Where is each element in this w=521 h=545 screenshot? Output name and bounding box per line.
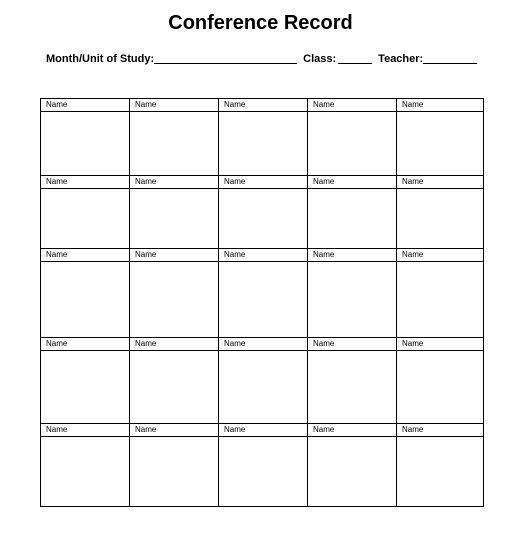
- name-label: Name: [130, 424, 218, 437]
- record-cell: [41, 176, 130, 248]
- notes-area[interactable]: [130, 262, 218, 337]
- name-label: Name: [41, 99, 129, 112]
- name-label: Name: [308, 176, 396, 189]
- notes-area[interactable]: [397, 351, 483, 423]
- record-cell: [219, 99, 308, 175]
- notes-area[interactable]: [397, 112, 483, 175]
- record-row: [41, 175, 483, 248]
- notes-area[interactable]: [41, 351, 129, 423]
- class-label: Class:: [303, 53, 337, 65]
- page-title: Conference Record: [168, 12, 353, 34]
- notes-area[interactable]: [130, 189, 218, 248]
- record-cell: [130, 424, 219, 506]
- record-cell: [308, 99, 397, 175]
- notes-area[interactable]: [219, 262, 307, 337]
- notes-area[interactable]: [308, 437, 396, 506]
- name-label: Name: [41, 424, 129, 437]
- notes-area[interactable]: [130, 112, 218, 175]
- record-row: [41, 99, 483, 175]
- record-cell: [130, 99, 219, 175]
- notes-area[interactable]: [397, 189, 483, 248]
- record-cell: [41, 99, 130, 175]
- name-label: Name: [308, 424, 396, 437]
- name-label: Name: [397, 176, 483, 189]
- name-label: Name: [219, 338, 307, 351]
- name-label: Name: [397, 99, 483, 112]
- record-cell: [397, 99, 483, 175]
- notes-area[interactable]: [41, 112, 129, 175]
- record-cell: [219, 424, 308, 506]
- notes-area[interactable]: [219, 437, 307, 506]
- notes-area[interactable]: [308, 189, 396, 248]
- record-cell: [397, 176, 483, 248]
- record-cell: [308, 424, 397, 506]
- record-cell: [308, 176, 397, 248]
- name-label: Name: [130, 176, 218, 189]
- name-label: Name: [41, 176, 129, 189]
- notes-area[interactable]: [219, 112, 307, 175]
- name-label: Name: [397, 424, 483, 437]
- name-label: Name: [397, 249, 483, 262]
- notes-area[interactable]: [308, 351, 396, 423]
- name-label: Name: [130, 99, 218, 112]
- teacher-label: Teacher:: [378, 53, 424, 65]
- conference-grid: [40, 98, 484, 507]
- record-row: [41, 337, 483, 423]
- record-row: [41, 423, 483, 506]
- name-label: Name: [219, 176, 307, 189]
- notes-area[interactable]: [397, 437, 483, 506]
- notes-area[interactable]: [397, 262, 483, 337]
- record-cell: [219, 338, 308, 423]
- record-cell: [130, 176, 219, 248]
- month-unit-blank[interactable]: [154, 51, 297, 64]
- name-label: Name: [219, 424, 307, 437]
- notes-area[interactable]: [308, 112, 396, 175]
- record-cell: [308, 249, 397, 337]
- name-label: Name: [397, 338, 483, 351]
- record-cell: [219, 176, 308, 248]
- name-label: Name: [308, 249, 396, 262]
- name-label: Name: [308, 338, 396, 351]
- record-cell: [41, 249, 130, 337]
- record-cell: [397, 249, 483, 337]
- name-label: Name: [219, 99, 307, 112]
- name-label: Name: [130, 249, 218, 262]
- name-label: Name: [41, 338, 129, 351]
- name-label: Name: [41, 249, 129, 262]
- notes-area[interactable]: [41, 262, 129, 337]
- notes-area[interactable]: [219, 351, 307, 423]
- month-unit-label: Month/Unit of Study:: [46, 53, 155, 65]
- header-fields: [46, 50, 477, 66]
- notes-area[interactable]: [130, 351, 218, 423]
- record-cell: [41, 424, 130, 506]
- name-label: Name: [219, 249, 307, 262]
- record-row: [41, 248, 483, 337]
- record-cell: [41, 338, 130, 423]
- record-cell: [308, 338, 397, 423]
- teacher-blank[interactable]: [423, 51, 477, 64]
- record-cell: [219, 249, 308, 337]
- notes-area[interactable]: [308, 262, 396, 337]
- class-blank[interactable]: [338, 51, 372, 64]
- notes-area[interactable]: [219, 189, 307, 248]
- record-cell: [130, 249, 219, 337]
- record-cell: [397, 338, 483, 423]
- name-label: Name: [130, 338, 218, 351]
- record-cell: [397, 424, 483, 506]
- notes-area[interactable]: [130, 437, 218, 506]
- notes-area[interactable]: [41, 437, 129, 506]
- record-cell: [130, 338, 219, 423]
- notes-area[interactable]: [41, 189, 129, 248]
- name-label: Name: [308, 99, 396, 112]
